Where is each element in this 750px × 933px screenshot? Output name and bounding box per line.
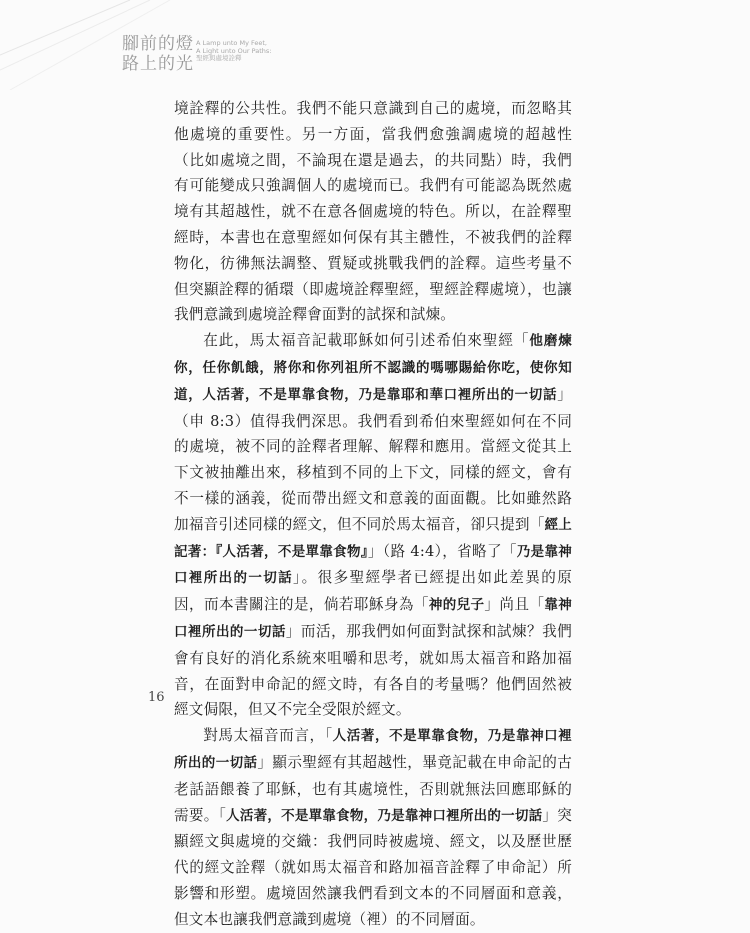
- scripture-quote: 神的兒子: [428, 597, 485, 614]
- paragraph: [174, 328, 572, 723]
- scripture-quote: 人活著，不是單靠食物，乃是靠神口裡所出的一切話: [174, 728, 572, 771]
- text-segment: 對馬太福音而言，「: [203, 727, 333, 745]
- scripture-quote: 他磨煉你，任你飢餓，將你和你列祖所不認識的嗎哪賜給你吃，使你知道，人活著，不是單靠食物，乃是靠耶和華口裡所出的一切話: [174, 333, 573, 403]
- text-segment: 」尚且「: [484, 596, 545, 614]
- book-title-line-1: 腳前的燈: [122, 34, 194, 54]
- body-text: [174, 96, 572, 933]
- english-subtitle-line-2: A Light unto Our Paths:: [196, 46, 272, 55]
- scripture-quote: 經上記著：『人活著，不是單靠食物』: [174, 516, 572, 560]
- page-number: 16: [148, 690, 165, 705]
- chinese-subtitle: 聖經與處境詮釋: [196, 54, 242, 62]
- text-segment: 在此，馬太福音記載耶穌如何引述希伯來聖經「: [203, 332, 530, 350]
- text-segment: 境詮釋的公共性。我們不能只意識到自己的處境，而忽略其他處境的重要性。另一方面，當我們愈強調處境的超越性（比如處境之間，不論現在還是過去，的共同點）時，我們有可能變成只強調個人的處境而已。我們有可能認為既然處境有其超越性，就不在意各個處境的特色。所以，在詮釋聖經時，本書也在意聖經如何保有其主體性，不被我們的詮釋物化，彷彿無法調整、質疑或挑戰我們的詮釋。這些考量不但突顯詮釋的循環（即處境詮釋聖經，聖經詮釋處境），也讓我們意識到處境詮釋會面對的試探和試煉。: [174, 100, 572, 324]
- book-title: [122, 34, 194, 74]
- scripture-quote: 人活著，不是單靠食物，乃是靠神口裡所出的一切話: [226, 807, 543, 824]
- scripture-quote: 靠神口裡所出的一切話: [174, 597, 572, 640]
- paragraph: [174, 723, 572, 932]
- text-segment: 」（路 4:4），省略了「: [367, 542, 517, 560]
- book-title-line-2: 路上的光: [122, 54, 194, 74]
- scripture-quote: 乃是靠神口裡所出的一切話: [174, 543, 572, 587]
- text-segment: 」突顯經文與處境的交織：我們同時被處境、經文，以及歷世歷代的經文詮釋（就如馬太福音和路加福音詮釋了申命記）所影響和形塑。處境固然讓我們看到文本的不同層面和意義，但文本也讓我們意識到處境（裡）的不同層面。: [174, 806, 572, 928]
- text-segment: 」而活，那我們如何面對試探和試煉？我們會有良好的消化系統來咀嚼和思考，就如馬太福音和路加福音，在面對申命記的經文時，有各自的考量嗎？他們固然被經文侷限，但又不完全受限於經文。: [174, 622, 572, 719]
- book-subtitle: [196, 40, 271, 63]
- text-segment: 」顯示聖經有其超越性，畢竟記載在申命記的古老話語餵養了耶穌，也有其處境性，否則就無法回應耶穌的需要。「: [174, 753, 573, 824]
- text-segment: 」（申 8:3）值得我們深思。我們看到希伯來聖經如何在不同的處境，被不同的詮釋者理解、解釋和應用。當經文從其上下文被抽離出來，移植到不同的上下文，同樣的經文，會有不一樣的涵義，從而帶出經文和意義的面面觀。比如雖然路加福音引述同樣的經文，但不同於馬太福音，卻只提到「: [174, 385, 572, 533]
- running-header: [0, 0, 750, 90]
- text-segment: 」。很多聖經學者已經提出如此差異的原因，而本書關注的是，倘若耶穌身為「: [174, 569, 572, 614]
- english-subtitle-line-1: A Lamp unto My Feet,: [196, 39, 267, 47]
- paragraph: [174, 96, 572, 328]
